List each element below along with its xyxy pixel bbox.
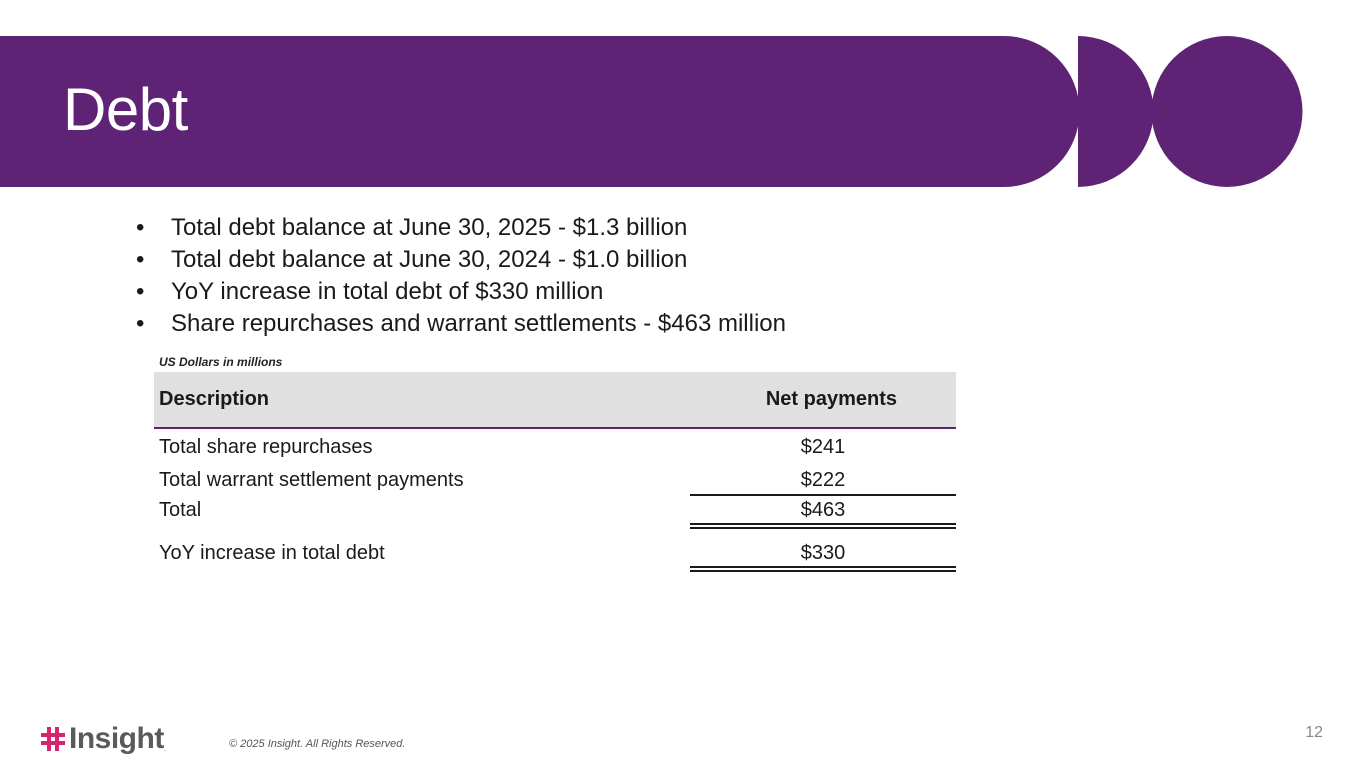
bullet-marker: • [136,278,145,305]
payments-table [154,372,956,564]
insight-logo [40,722,166,756]
row-value: $222 [800,469,846,491]
logo-wordmark: Insight [69,722,164,755]
row-description: Total warrant settlement payments [159,469,464,491]
bullet-item: • Total debt balance at June 30, 2024 - $1.0 billion [136,244,786,276]
total-double-rule [690,523,956,529]
bullet-marker: • [136,310,145,337]
row-description: Total share repurchases [159,436,373,458]
bullet-marker: • [136,246,145,273]
title-banner [0,36,1365,187]
header-net-payments: Net payments [765,388,897,410]
table-header [154,372,956,429]
bullet-item: • YoY increase in total debt of $330 million [136,276,786,308]
row-description: YoY increase in total debt [159,542,385,564]
copyright-text: © 2025 Insight. All Rights Reserved. [229,738,406,750]
header-description: Description [159,388,270,410]
bullet-item: • Share repurchases and warrant settlements - $463 million [136,308,786,340]
subtotal-rule [690,494,956,496]
bullet-item: • Total debt balance at June 30, 2025 - $1.3 billion [136,212,786,244]
yoy-double-rule [690,566,956,572]
page-number: 12 [1305,724,1323,741]
insight-mark-icon [40,726,66,752]
row-description: Total [159,499,202,521]
bullet-marker: • [136,214,145,241]
row-value: $463 [800,499,846,521]
unit-note: US Dollars in millions [159,355,283,369]
slide-title: Debt [63,76,188,143]
bullet-list [136,212,786,340]
row-value: $241 [800,436,846,458]
logo-reg-mark: . [163,743,167,753]
row-value: $330 [800,542,846,564]
